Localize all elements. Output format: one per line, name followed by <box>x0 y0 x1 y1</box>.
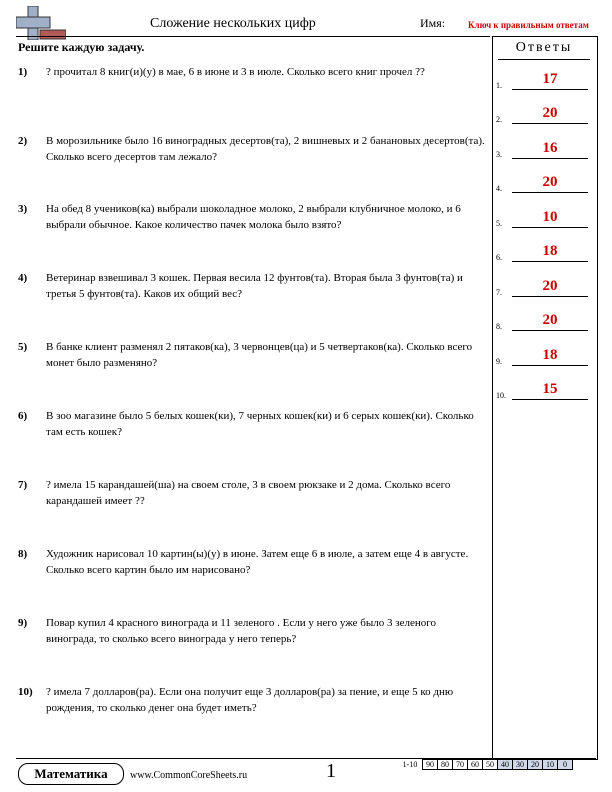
answer-value: 17 <box>542 71 558 87</box>
question-number: 9) <box>18 617 28 629</box>
score-cell: 70 <box>453 760 468 770</box>
answer-value: 18 <box>542 243 558 259</box>
answers-title: Ответы <box>515 40 573 55</box>
question-text: В зоо магазине было 5 белых кошек(ки), 7 черных кошек(ки) и 6 серых кошек(ки). Сколько там есть кошек? <box>46 410 474 438</box>
answer-line <box>512 261 588 262</box>
answer-value: 20 <box>542 105 558 121</box>
answer-line <box>512 123 588 124</box>
answer-value: 20 <box>542 312 558 328</box>
answer-line <box>512 227 588 228</box>
question-number: 1) <box>18 66 28 78</box>
question-number: 6) <box>18 410 28 422</box>
answer-value: 18 <box>542 347 558 363</box>
answer-number: 9. <box>496 357 502 366</box>
question-text: В морозильнике было 16 виноградных десертов(та), 2 вишневых и 2 банановых десертов(та). Сколько всего десертов там лежало? <box>46 135 485 163</box>
answer-line <box>512 399 588 400</box>
question-text: Ветеринар взвешивал 3 кошек. Первая весила 12 фунтов(та). Вторая была 3 фунтов(та) и третья 5 фунтов(та). Каков их общий вес? <box>46 272 463 300</box>
score-cell: 40 <box>498 760 513 770</box>
score-table <box>398 759 573 770</box>
question-number: 5) <box>18 341 28 353</box>
question-number: 4) <box>18 272 28 284</box>
question-text: На обед 8 учеников(ка) выбрали шоколадное молоко, 2 выбрали клубничное молоко, и 6 выбрали обычное. Какое количество пачек молока было взято? <box>46 203 461 231</box>
answer-line <box>512 365 588 366</box>
score-cell: 60 <box>468 760 483 770</box>
answer-row <box>494 200 594 230</box>
answer-value: 20 <box>542 278 558 294</box>
question-number: 8) <box>18 548 28 560</box>
score-cell: 90 <box>423 760 438 770</box>
answer-value: 16 <box>542 140 558 156</box>
score-range-label: 1-10 <box>402 760 418 769</box>
answer-key-label: Ключ к правильным ответам <box>468 20 589 30</box>
answer-row <box>494 96 594 126</box>
answer-row <box>494 372 594 402</box>
score-cell: 50 <box>483 760 498 770</box>
plus-logo-icon <box>16 6 66 40</box>
question-text: Художник нарисовал 10 картин(ы)(у) в июне. Затем еще 6 в июле, а затем еще 4 в августе. Сколько всего картин было им нарисовано? <box>46 548 469 576</box>
question-text: ? прочитал 8 книг(и)(у) в мае, 6 в июне и 3 в июле. Сколько всего книг прочел ?? <box>46 66 425 78</box>
answer-line <box>512 296 588 297</box>
question-text: ? имела 7 долларов(ра). Если она получит еще 3 долларов(ра) за пение, и еще 5 ко дню рождения, то сколько денег она будет иметь? <box>46 686 454 714</box>
answer-value: 10 <box>542 209 558 225</box>
score-cell: 20 <box>528 760 543 770</box>
question-text: В банке клиент разменял 2 пятаков(ка), 3 червонцев(ца) и 5 четвертаков(ка). Сколько всего монет было разменяно? <box>46 341 473 369</box>
question-number: 10) <box>18 686 33 698</box>
answer-row <box>494 269 594 299</box>
question-number: 3) <box>18 203 28 215</box>
answer-row <box>494 62 594 92</box>
answers-title-underline <box>498 59 590 60</box>
answer-number: 10. <box>496 391 506 400</box>
answer-value: 15 <box>542 381 558 397</box>
answer-number: 6. <box>496 253 502 262</box>
name-label: Имя: <box>420 16 446 30</box>
instructions: Решите каждую задачу. <box>18 40 145 54</box>
answer-row <box>494 165 594 195</box>
answer-number: 7. <box>496 288 502 297</box>
question-text: Повар купил 4 красного винограда и 11 зеленого . Если у него уже было 3 зеленого винограда, то сколько всего винограда у него теперь? <box>46 617 436 645</box>
answer-line <box>512 192 588 193</box>
site-url: www.CommonCoreSheets.ru <box>130 770 248 781</box>
answer-number: 8. <box>496 322 502 331</box>
question-number: 2) <box>18 135 28 147</box>
score-cell: 10 <box>543 760 558 770</box>
answer-row <box>494 338 594 368</box>
answer-number: 5. <box>496 219 502 228</box>
answer-line <box>512 89 588 90</box>
score-cell: 30 <box>513 760 528 770</box>
answer-value: 20 <box>542 174 558 190</box>
answer-number: 2. <box>496 115 502 124</box>
answer-line <box>512 330 588 331</box>
answer-line <box>512 158 588 159</box>
worksheet-title: Сложение нескольких цифр <box>150 16 316 31</box>
answer-row <box>494 303 594 333</box>
header-divider <box>16 36 490 37</box>
answer-row <box>494 131 594 161</box>
brand-badge: Математика <box>18 763 124 785</box>
answer-number: 4. <box>496 184 502 193</box>
question-number: 7) <box>18 479 28 491</box>
page-number: 1 <box>326 760 336 782</box>
answer-number: 3. <box>496 150 502 159</box>
score-cell: 80 <box>438 760 453 770</box>
question-text: ? имела 15 карандашей(ша) на своем столе, 3 в своем рюкзаке и 2 дома. Сколько всего карандашей имеет ?? <box>46 479 451 507</box>
score-cell: 0 <box>558 760 573 770</box>
answer-row <box>494 234 594 264</box>
answer-number: 1. <box>496 81 502 90</box>
